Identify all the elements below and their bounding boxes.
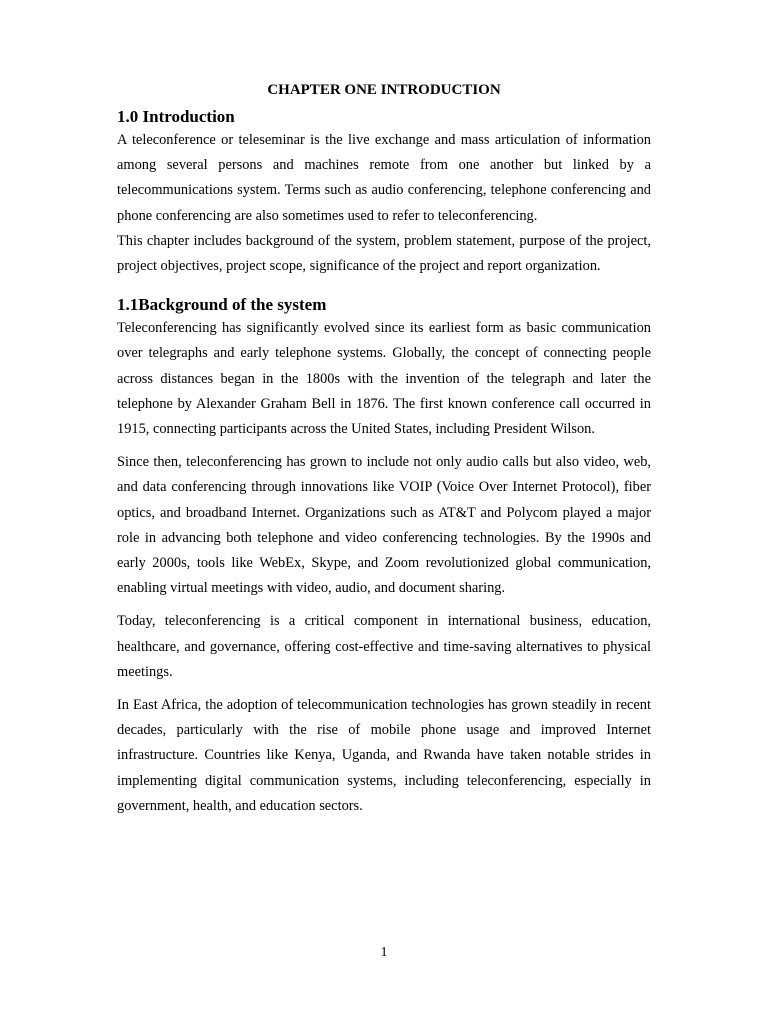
paragraph: In East Africa, the adoption of telecommunication technologies has grown steadily in recent decades, particularly with the rise of mobile phone usage and improved Internet infrastructure. Countries like Kenya, Uganda, and Rwanda have taken notable strides in implementing digital communication systems, including teleconferencing, especially in government, health, and education sectors. — [117, 697, 651, 814]
document-page — [117, 78, 651, 819]
paragraph: Today, teleconferencing is a critical component in international business, education, healthcare, and governance, offering cost-effective and time-saving alternatives to physical meetings. — [117, 613, 651, 680]
paragraph: Since then, teleconferencing has grown to include not only audio calls but also video, web, and data conferencing through innovations like VOIP (Voice Over Internet Protocol), fiber optics, and broadband Internet. Organizations such as AT&T and Polycom played a major role in advancing both telephone and video conferencing technologies. By the 1990s and early 2000s, tools like WebEx, Skype, and Zoom revolutionized global communication, enabling virtual meetings with video, audio, and document sharing. — [117, 454, 651, 597]
paragraph: A teleconference or teleseminar is the live exchange and mass articulation of information among several persons and machines remote from one another but linked by a telecommunications system. Terms such as audio conferencing, telephone conferencing and phone conferencing are also sometimes used to refer to teleconferencing. — [117, 132, 651, 224]
paragraph: Teleconferencing has significantly evolved since its earliest form as basic communication over telegraphs and early telephone systems. Globally, the concept of connecting people across distances began in the 1800s with the invention of the telegraph and later the telephone by Alexander Graham Bell in 1876. The first known conference call occurred in 1915, connecting participants across the United States, including President Wilson. — [117, 320, 651, 438]
section-heading-introduction: 1.0 Introduction — [117, 107, 235, 126]
section-heading-background: 1.1Background of the system — [117, 295, 327, 315]
paragraph: This chapter includes background of the system, problem statement, purpose of the project, project objectives, project scope, significance of the project and report organization. — [117, 232, 651, 275]
chapter-title: CHAPTER ONE INTRODUCTION — [267, 82, 501, 98]
page-number: 1 — [380, 945, 388, 960]
